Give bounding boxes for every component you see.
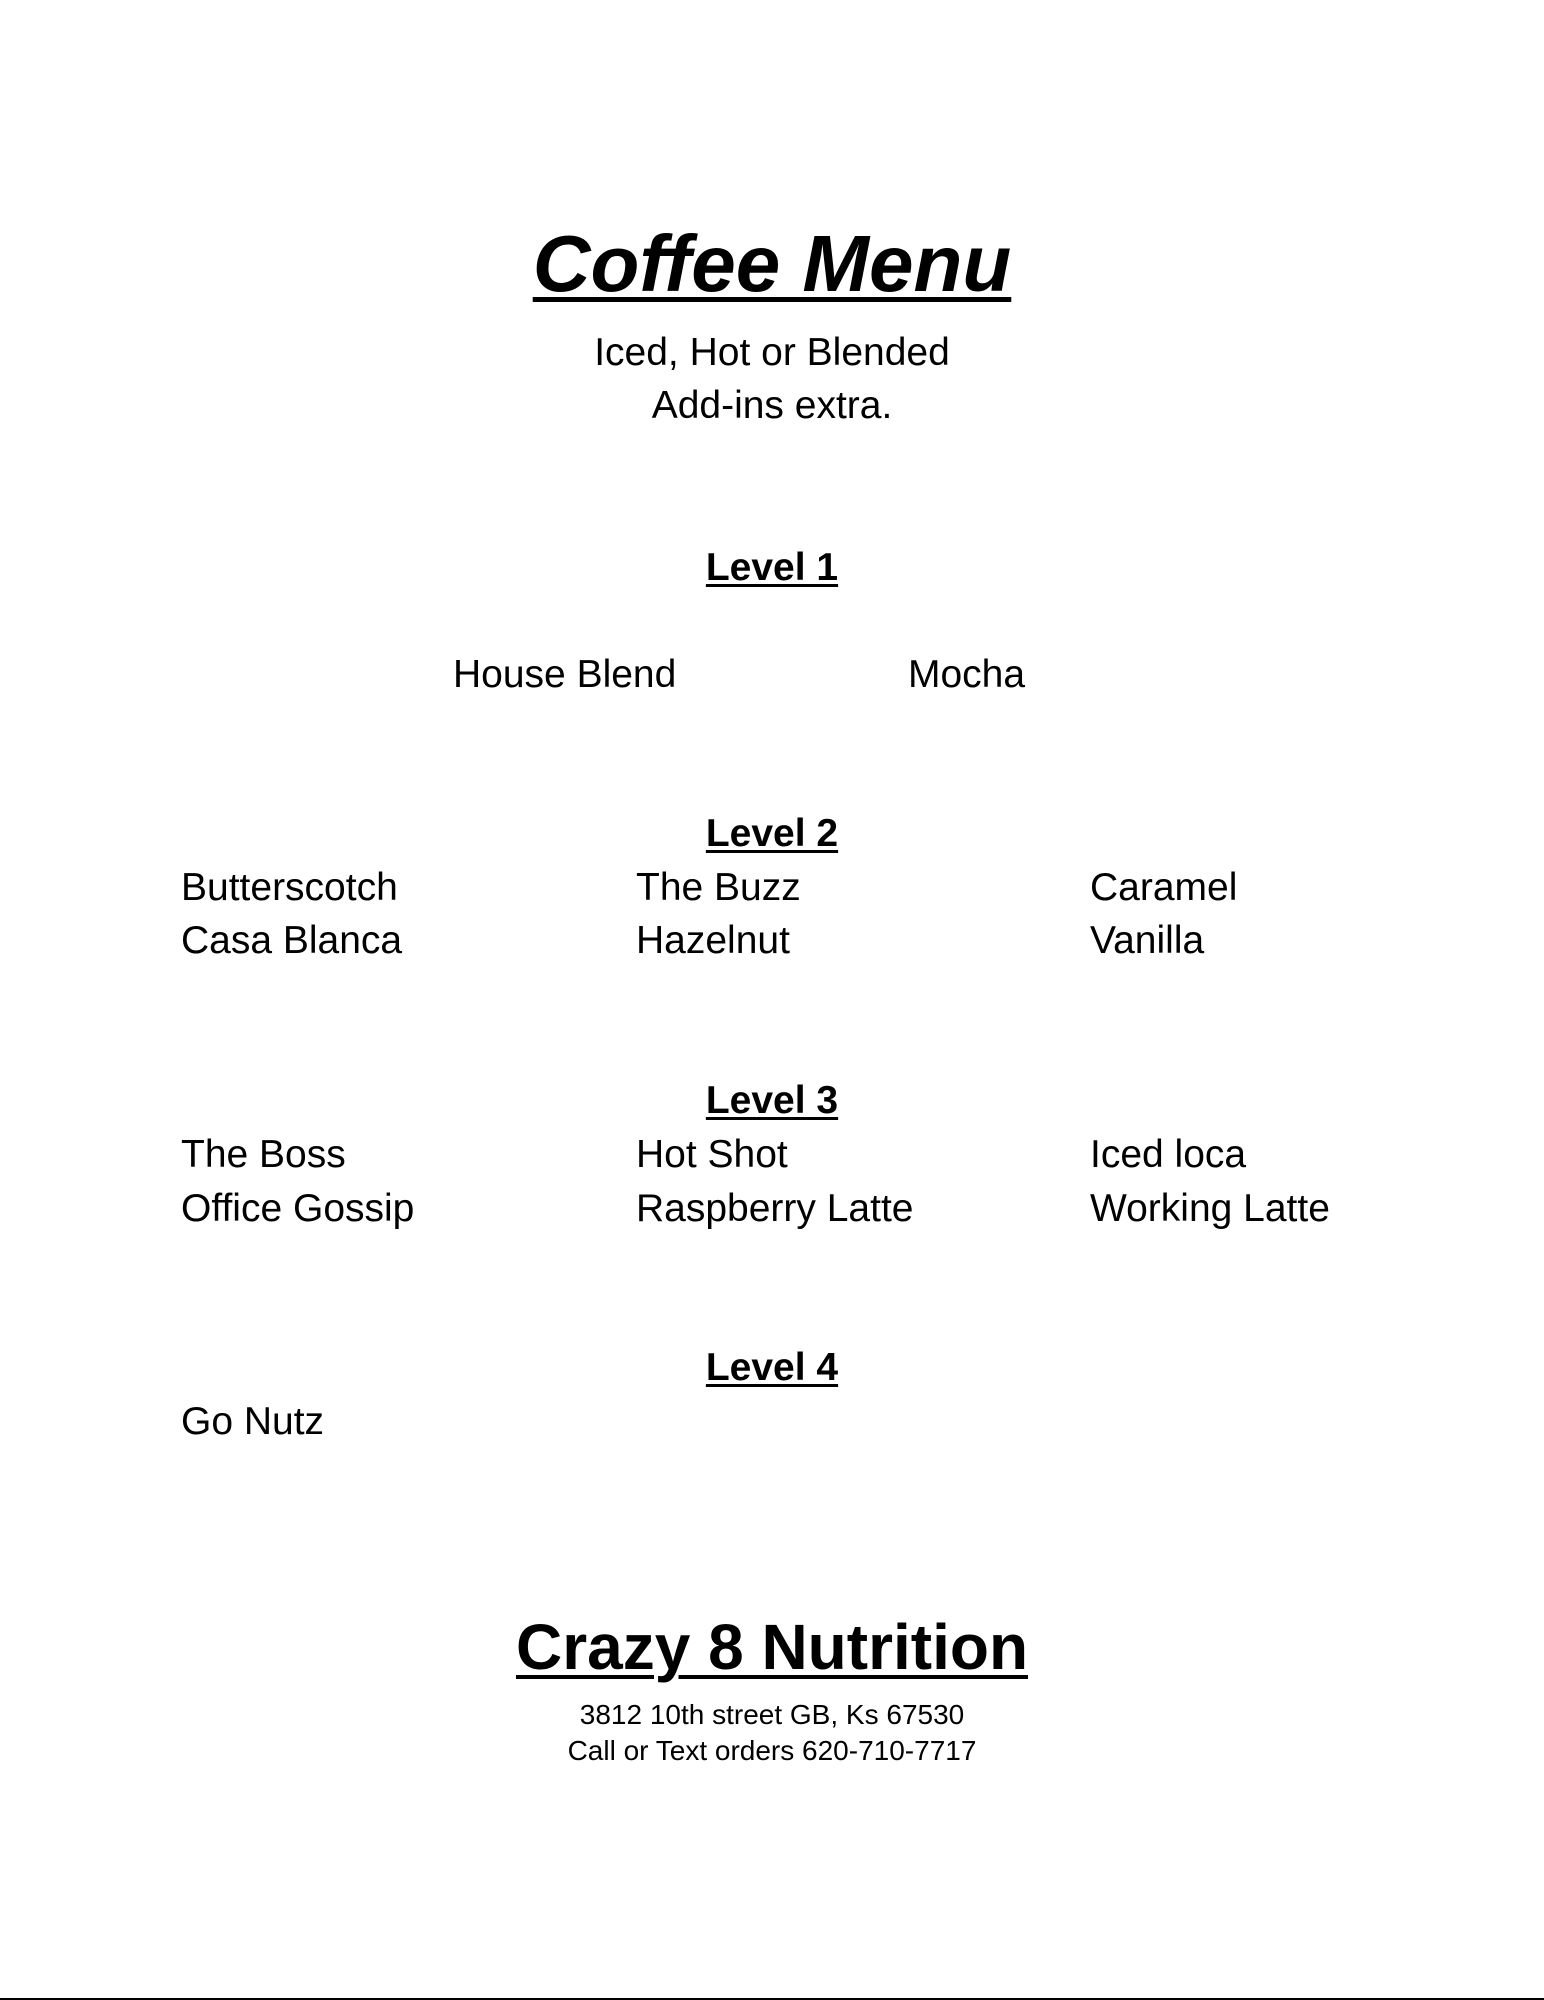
level-2-heading: Level 2: [705, 812, 839, 855]
menu-item: Office Gossip: [181, 1187, 415, 1230]
level-3-heading: Level 3: [705, 1079, 839, 1122]
menu-item: The Boss: [181, 1133, 346, 1176]
menu-item: Working Latte: [1090, 1187, 1330, 1230]
menu-item: Mocha: [908, 653, 1026, 696]
subtitle-line-1: Iced, Hot or Blended: [594, 331, 950, 374]
address: 3812 10th street GB, Ks 67530: [579, 1699, 965, 1730]
level-1-heading: Level 1: [705, 546, 839, 589]
phone-line: Call or Text orders 620-710-7717: [567, 1735, 977, 1766]
menu-item: Caramel: [1090, 866, 1238, 909]
menu-item: Hot Shot: [636, 1133, 788, 1176]
menu-item: Go Nutz: [181, 1400, 325, 1443]
menu-item: Vanilla: [1090, 919, 1205, 962]
menu-item: Casa Blanca: [181, 919, 403, 962]
subtitle-line-2: Add-ins extra.: [651, 384, 893, 427]
menu-item: The Buzz: [636, 866, 801, 909]
menu-item: Raspberry Latte: [636, 1187, 914, 1230]
menu-item: House Blend: [453, 653, 677, 696]
menu-item: Butterscotch: [181, 866, 398, 909]
level-4-heading: Level 4: [705, 1346, 839, 1389]
menu-title: Coffee Menu: [532, 219, 1012, 308]
menu-item: Hazelnut: [636, 919, 790, 962]
brand-name: Crazy 8 Nutrition: [515, 1611, 1029, 1683]
menu-item: Iced loca: [1090, 1133, 1247, 1176]
